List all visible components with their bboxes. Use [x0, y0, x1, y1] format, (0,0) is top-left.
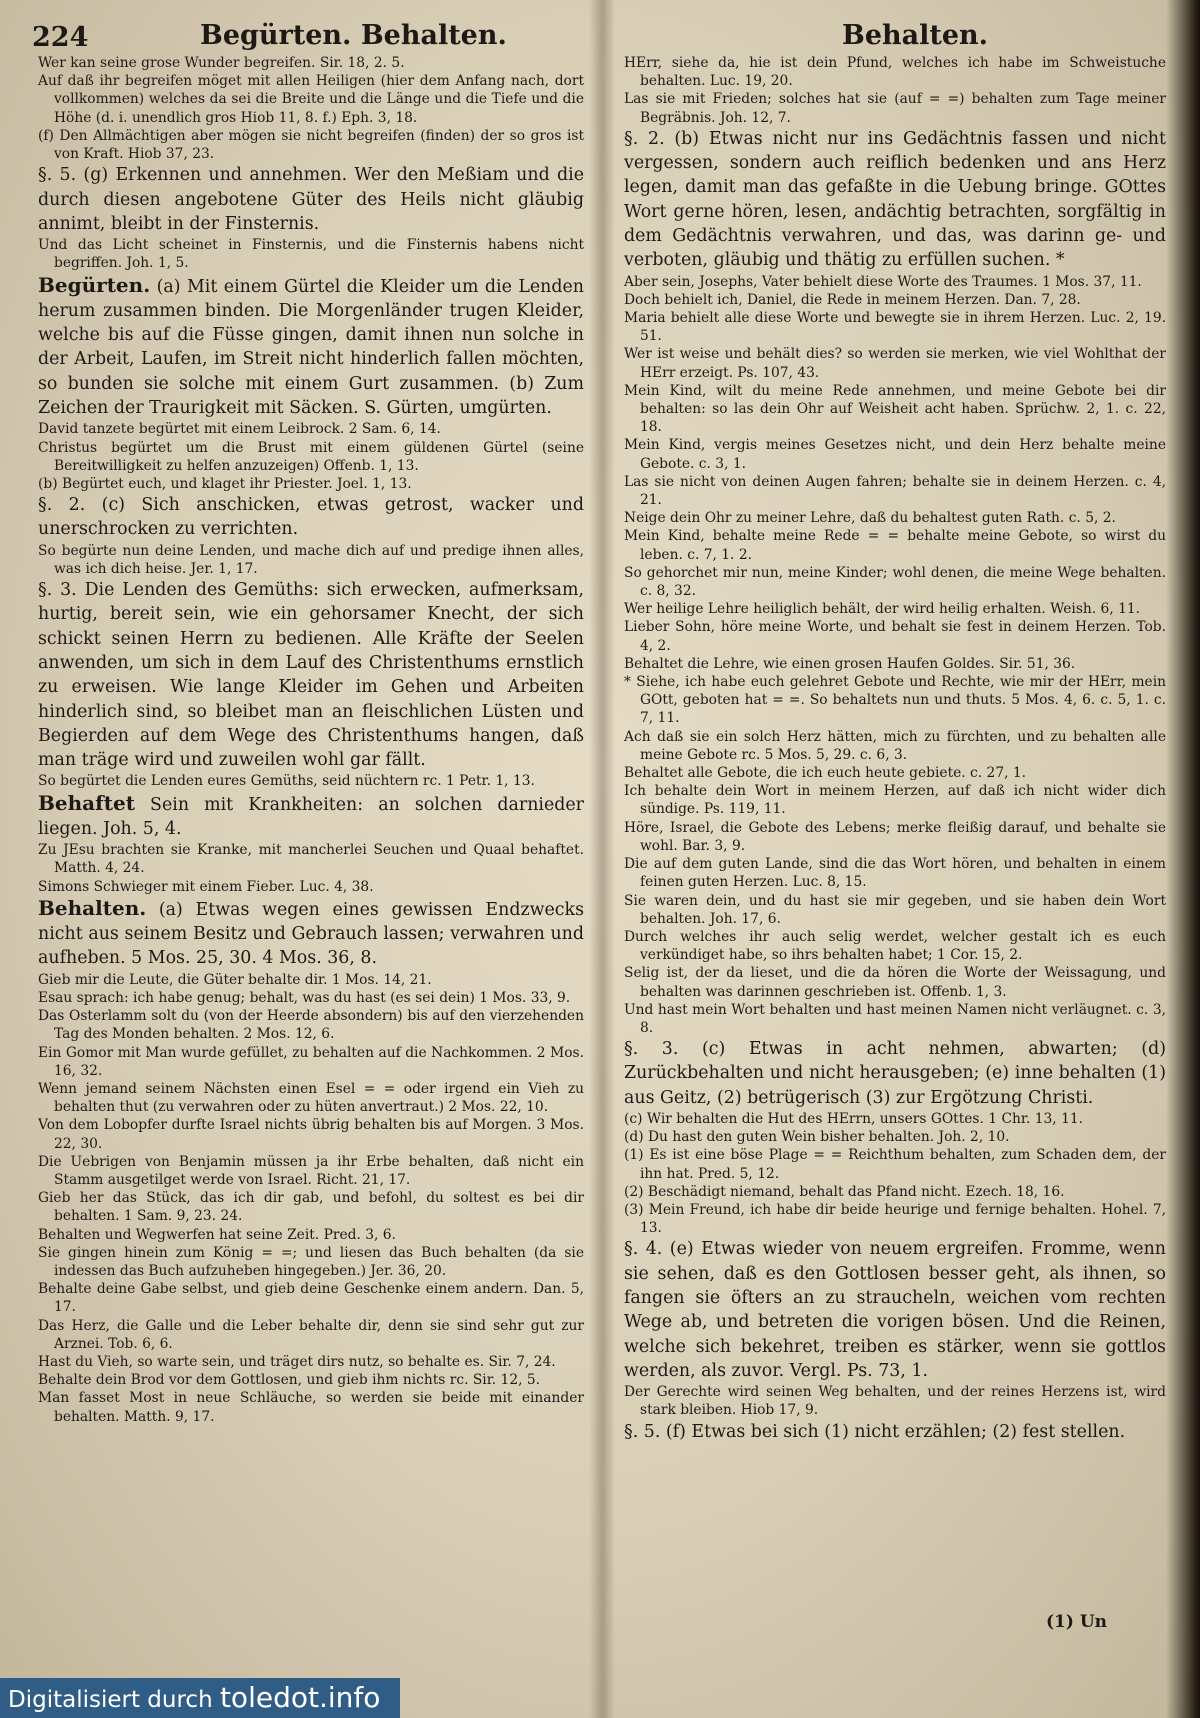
scripture-citation: (3) Mein Freund, ich habe dir beide heurige und fernige behalten. Hohel. 7, 13. — [624, 1202, 1166, 1237]
dictionary-entry — [38, 273, 584, 421]
scripture-citation: (c) Wir behalten die Hut des HErrn, unsers GOttes. 1 Chr. 13, 11. — [624, 1111, 1084, 1128]
scripture-citation: Las sie mit Frieden; solches hat sie (auf = =) behalten zum Tage meiner Begräbnis. Joh. 12, 7. — [624, 91, 1166, 126]
dictionary-entry — [38, 896, 584, 971]
page-number: 224 — [32, 22, 89, 53]
scripture-citation: Höre, Israel, die Gebote des Lebens; merke fleißig darauf, und behalte sie wohl. Bar. 3, 9. — [624, 819, 1166, 854]
scripture-citation: Das Herz, die Galle und die Leber behalte dir, denn sie sind sehr gut zur Arznei. Tob. 6, 6. — [38, 1317, 584, 1352]
definition-paragraph: §. 2. (c) Sich anschicken, etwas getrost, wacker und unerschrocken zu verrichten. — [38, 495, 584, 540]
scripture-citation: Ich behalte dein Wort in meinem Herzen, auf daß ich nicht wider dich sündige. Ps. 119, 11. — [624, 783, 1166, 818]
entry-definition: (a) Etwas wegen eines gewissen Endzwecks nicht aus seinem Besitz und Gebrauch lassen; verwahren und aufheben. 5 Mos. 25, 30. 4 Mos. 36, 8. — [38, 899, 584, 969]
scripture-citation: Behaltet alle Gebote, die ich euch heute gebiete. c. 27, 1. — [624, 765, 1027, 782]
scripture-citation: Behalten und Wegwerfen hat seine Zeit. Pred. 3, 6. — [38, 1226, 396, 1243]
catchword: (1) Un — [1046, 1612, 1108, 1632]
scripture-citation: Esau sprach: ich habe genug; behalt, was du hast (es sei dein) 1 Mos. 33, 9. — [38, 989, 571, 1006]
scripture-citation: Sie gingen hinein zum König = =; und liesen das Buch behalten (da sie indessen das Buch aufzuheben hingegeben.) Jer. 36, 20. — [38, 1244, 584, 1280]
definition-paragraph: §. 3. Die Lenden des Gemüths: sich erwecken, aufmerksam, hurtig, bereit sein, wie ein gehorsamer Knecht, der sich schickt seinen Herrn zu bedienen. Alle Kräfte der Seelen anwenden, um sich in dem Lauf des Christenthums ernstlich zu erweisen. Wie lange Kleider im Gehen und Arbeiten hinderlich sind, so bleibet man an fleischlichen Lüsten und Begierden auf dem Wege des Christenthums hangen, daß man träge wird und zuweilen wohl gar fällt. — [38, 580, 584, 771]
scripture-citation: Behalte dein Brod vor dem Gottlosen, und gieb ihm nichts rc. Sir. 12, 5. — [38, 1372, 541, 1389]
scripture-citation: Gieb mir die Leute, die Güter behalte dir. 1 Mos. 14, 21. — [38, 971, 432, 988]
definition-paragraph: §. 4. (e) Etwas wieder von neuem ergreifen. Fromme, wenn sie sehen, daß es den Gottlosen besser geht, als ihnen, so fangen sie öfters an zu straucheln, weichen vom rechten Wege ab, und betreten die vorigen bösen. Und die Reinen, welche sich bekehret, treiben es stärker, wenn sie gottlos werden, als zuvor. Vergl. Ps. 73, 1. — [624, 1239, 1166, 1381]
scripture-citation: So begürtet die Lenden eures Gemüths, seid nüchtern rc. 1 Petr. 1, 13. — [38, 773, 535, 790]
entry-keyword: Behalten. — [38, 895, 147, 920]
scripture-citation: Ach daß sie ein solch Herz hätten, mich zu fürchten, und zu behalten alle meine Gebote rc. 5 Mos. 5, 29. c. 6, 3. — [624, 728, 1166, 763]
entry-definition: (a) Mit einem Gürtel die Kleider um die Lenden herum zusammen binden. Die Morgenländer trugen Kleider, welche bis auf die Füsse gingen, damit ihnen nun solche in der Arbeit, Laufen, im Streit nicht hinderlich fallen möchten, so bunden sie solche mit einem Gurt zusammen. (b) Zum Zeichen der Traurigkeit mit Säcken. S. Gürten, umgürten. — [38, 276, 584, 418]
scripture-citation: Von dem Lobopfer durfte Israel nichts übrig behalten bis auf Morgen. 3 Mos. 22, 30. — [38, 1117, 584, 1152]
scripture-citation: Wer ist weise und behält dies? so werden sie merken, wie viel Wohlthat der HErr erzeigt. Ps. 107, 43. — [624, 346, 1166, 381]
scripture-citation: Mein Kind, behalte meine Rede = = behalte meine Gebote, so wirst du leben. c. 7, 1. 2. — [624, 528, 1166, 563]
scripture-citation: Neige dein Ohr zu meiner Lehre, daß du behaltest guten Rath. c. 5, 2. — [624, 510, 1116, 527]
scripture-citation: Die Uebrigen von Benjamin müssen ja ihr Erbe behalten, daß nicht ein Stamm ausgetilget werde von Israel. Richt. 21, 17. — [38, 1153, 584, 1189]
scripture-citation: (f) Den Allmächtigen aber mögen sie nicht begreifen (finden) der so gros ist von Kraft. Hiob 37, 23. — [38, 127, 584, 163]
scripture-citation: Auf daß ihr begreifen möget mit allen Heiligen (hier dem Anfang nach, dort vollkommen) welches da sei die Breite und die Länge und die Tiefe und die Höhe (d. i. unendlich gros Hiob 11, 8. f.) Eph. 3, 18. — [38, 73, 584, 126]
scripture-citation: Ein Gomor mit Man wurde gefüllet, zu behalten auf die Nachkommen. 2 Mos. 16, 32. — [38, 1044, 584, 1079]
scripture-citation: Simons Schwieger mit einem Fieber. Luc. 4, 38. — [38, 878, 374, 895]
page-gutter-shadow — [589, 0, 615, 1718]
scripture-citation: So gehorchet mir nun, meine Kinder; wohl denen, die meine Wege behalten. c. 8, 32. — [624, 564, 1166, 600]
scripture-citation: Christus begürtet um die Brust mit einem güldenen Gürtel (seine Bereitwilligkeit zu helfen anzuzeigen) Offenb. 1, 13. — [38, 439, 584, 474]
definition-paragraph: §. 2. (b) Etwas nicht nur ins Gedächtnis fassen und nicht vergessen, sondern auch reiflich bedenken und ans Herz legen, damit man das gefaßte in die Uebung bringe. GOttes Wort gerne hören, lesen, andächtig betrachten, sorgfältig in dem Gedächtnis verwahren, und das, was darinn ge- und verboten, gläubig und thätig zu erfüllen suchen. * — [624, 128, 1166, 271]
scripture-citation: Sie waren dein, und du hast sie mir gegeben, und sie haben dein Wort behalten. Joh. 17, 6. — [624, 892, 1166, 927]
running-header-right: Behalten. — [842, 20, 989, 51]
definition-paragraph: §. 5. (f) Etwas bei sich (1) nicht erzählen; (2) fest stellen. — [624, 1421, 1126, 1442]
scripture-citation: Und hast mein Wort behalten und hast meinen Namen nicht verläugnet. c. 3, 8. — [624, 1001, 1166, 1036]
scripture-citation: Durch welches ihr auch selig werdet, welcher gestalt ich es euch verkündiget habe, so ihrs behalten habet; 1 Cor. 15, 2. — [624, 928, 1166, 964]
scripture-citation: Doch behielt ich, Daniel, die Rede in meinem Herzen. Dan. 7, 28. — [624, 291, 1081, 308]
definition-paragraph: §. 3. (c) Etwas in acht nehmen, abwarten; (d) Zurückbehalten und nicht herausgeben; (e) inne behalten (1) aus Geitz, (2) betrügerisch (3) zur Ergötzung Christi. — [624, 1039, 1166, 1108]
scripture-citation: Mein Kind, wilt du meine Rede annehmen, und meine Gebote bei dir behalten: so las dein Ohr auf Weisheit acht haben. Sprüchw. 2, 1. c. 22, 18. — [624, 382, 1166, 436]
scripture-citation: Behalte deine Gabe selbst, und gieb deine Geschenke einem andern. Dan. 5, 17. — [38, 1281, 584, 1316]
running-header-left: Begürten. Behalten. — [200, 20, 507, 51]
scripture-citation: Selig ist, der da lieset, und die da hören die Worte der Weissagung, und behalten was darinnen geschrieben ist. Offenb. 1, 3. — [624, 965, 1166, 1000]
banner-site-link[interactable]: toledot.info — [219, 1681, 381, 1714]
scripture-citation: HErr, siehe da, hie ist dein Pfund, welches ich habe im Schweistuche behalten. Luc. 19, 20. — [624, 55, 1166, 90]
scripture-citation: Der Gerechte wird seinen Weg behalten, und der reines Herzens ist, wird stark bleiben. Hiob 17, 9. — [624, 1384, 1166, 1419]
book-edge-shadow — [1166, 0, 1200, 1718]
scripture-citation: Die auf dem guten Lande, sind die das Wort hören, und behalten in einem feinen guten Herzen. Luc. 8, 15. — [624, 856, 1166, 891]
scripture-citation: Las sie nicht von deinen Augen fahren; behalte sie in deinem Herzen. c. 4, 21. — [624, 473, 1166, 509]
definition-paragraph: §. 5. (g) Erkennen und annehmen. Wer den Meßiam und die durch diesen angebotene Güter des Heils nicht gläubig annimt, bleibt in der Finsternis. — [38, 165, 584, 234]
scripture-citation: Zu JEsu brachten sie Kranke, mit mancherlei Seuchen und Quaal behaftet. Matth. 4, 24. — [38, 842, 584, 877]
right-text-column — [624, 54, 1166, 1634]
scripture-citation: Aber sein, Josephs, Vater behielt diese Worte des Traumes. 1 Mos. 37, 11. — [624, 273, 1142, 290]
scripture-citation: Lieber Sohn, höre meine Worte, und behalt sie fest in deinem Herzen. Tob. 4, 2. — [624, 619, 1166, 654]
scripture-citation: Mein Kind, vergis meines Gesetzes nicht, und dein Herz behalte meine Gebote. c. 3, 1. — [624, 437, 1166, 472]
entry-keyword: Begürten. — [38, 272, 151, 297]
scripture-citation: Gieb her das Stück, das ich dir gab, und befohl, du soltest es bei dir behalten. 1 Sam. 9, 23. 24. — [38, 1190, 584, 1225]
left-text-column — [38, 54, 584, 1614]
scripture-citation: So begürte nun deine Lenden, und mache dich auf und predige ihnen alles, was ich dich heise. Jer. 1, 17. — [38, 542, 584, 577]
scripture-citation: Wer kan seine grose Wunder begreifen. Sir. 18, 2. 5. — [38, 55, 405, 71]
banner-prefix: Digitalisiert durch — [8, 1687, 220, 1713]
scripture-citation: David tanzete begürtet mit einem Leibrock. 2 Sam. 6, 14. — [38, 421, 441, 438]
scripture-citation: (2) Beschädigt niemand, behalt das Pfand nicht. Ezech. 18, 16. — [624, 1183, 1065, 1200]
scripture-citation: Man fasset Most in neue Schläuche, so werden sie beide mit einander behalten. Matth. 9, 17. — [38, 1390, 584, 1425]
scripture-citation: (d) Du hast den guten Wein bisher behalten. Joh. 2, 10. — [624, 1129, 1010, 1146]
scripture-citation: Wer heilige Lehre heiliglich behält, der wird heilig erhalten. Weish. 6, 11. — [624, 601, 1141, 618]
scripture-citation: Und das Licht scheinet in Finsternis, und die Finsternis habens nicht begriffen. Joh. 1, 5. — [38, 237, 584, 272]
digitization-banner[interactable] — [0, 1678, 400, 1718]
entry-keyword: Behaftet — [38, 790, 135, 815]
scripture-citation: Behaltet die Lehre, wie einen grosen Haufen Goldes. Sir. 51, 36. — [624, 655, 1076, 672]
scripture-citation: * Siehe, ich habe euch gelehret Gebote und Rechte, wie mir der HErr, mein GOtt, geboten hat = =. So behaltets nun und thuts. 5 Mos. 4, 6. c. 5, 1. c. 7, 11. — [624, 674, 1166, 727]
scripture-citation: Wenn jemand seinem Nächsten einen Esel = = oder irgend ein Vieh zu behalten thut (zu verwahren oder zu hüten anvertraut.) 2 Mos. 22, 10. — [38, 1081, 584, 1116]
dictionary-entry — [38, 791, 584, 842]
scripture-citation: Das Osterlamm solt du (von der Heerde absondern) bis auf den vierzehenden Tag des Monden behalten. 2 Mos. 12, 6. — [38, 1008, 584, 1043]
scripture-citation: Hast du Vieh, so warte sein, und träget dirs nutz, so behalte es. Sir. 7, 24. — [38, 1354, 556, 1371]
scripture-citation: (b) Begürtet euch, und klaget ihr Priester. Joel. 1, 13. — [38, 475, 412, 492]
scripture-citation: (1) Es ist eine böse Plage = = Reichthum behalten, zum Schaden dem, der ihn hat. Pred. 5, 12. — [624, 1147, 1166, 1182]
entry-definition: Sein mit Krankheiten: an solchen darnieder liegen. Joh. 5, 4. — [38, 794, 584, 839]
scripture-citation: Maria behielt alle diese Worte und bewegte sie in ihrem Herzen. Luc. 2, 19. 51. — [624, 310, 1166, 345]
